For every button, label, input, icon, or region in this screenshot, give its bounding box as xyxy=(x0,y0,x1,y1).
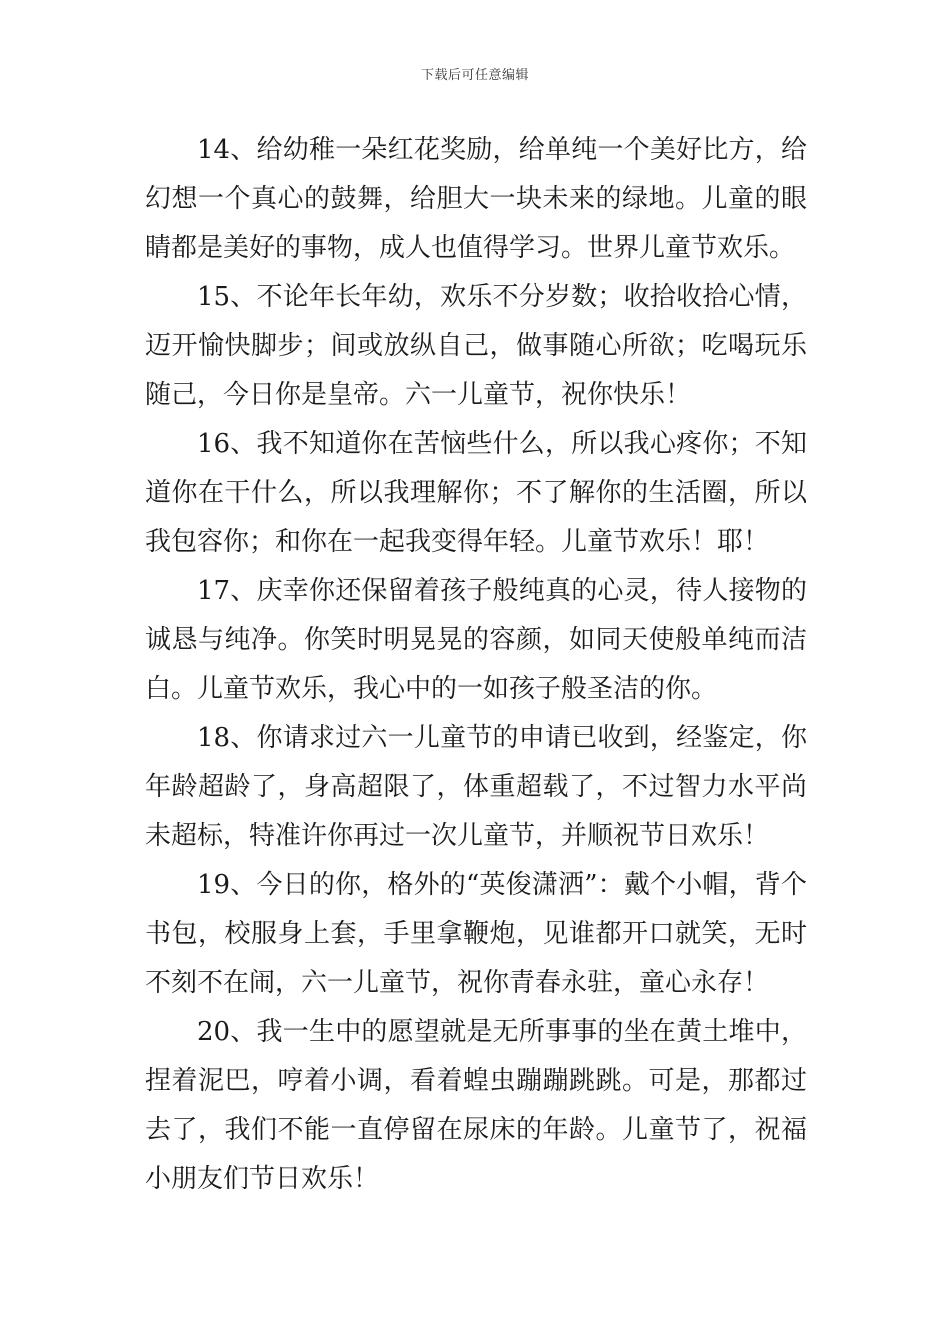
paragraph-15: 15、不论年长年幼，欢乐不分岁数；收拾收拾心情，迈开愉快脚步；间或放纵自己，做事随心所欲；吃喝玩乐随己，今日你是皇帝。六一儿童节，祝你快乐！ xyxy=(145,282,807,410)
paragraph-17: 17、庆幸你还保留着孩子般纯真的心灵，待人接物的诚恳与纯净。你笑时明晃晃的容颜，如同天使般单纯而洁白。儿童节欢乐，我心中的一如孩子般圣洁的你。 xyxy=(145,576,807,704)
paragraph-19: 19、今日的你，格外的“英俊潇洒”：戴个小帽，背个书包，校服身上套，手里拿鞭炮，见谁都开口就笑，无时不刻不在闹，六一儿童节，祝你青春永驻，童心永存！ xyxy=(145,870,807,998)
paragraph-20: 20、我一生中的愿望就是无所事事的坐在黄土堆中，捏着泥巴，哼着小调，看着蝗虫蹦蹦跳跳。可是，那都过去了，我们不能一直停留在尿床的年龄。儿童节了，祝福小朋友们节日欢乐！ xyxy=(145,1017,807,1194)
paragraph-18: 18、你请求过六一儿童节的申请已收到，经鉴定，你年龄超龄了，身高超限了，体重超载了，不过智力水平尚未超标，特准许你再过一次儿童节，并顺祝节日欢乐！ xyxy=(145,723,807,851)
page-header-note: 下载后可任意编辑 xyxy=(420,68,529,83)
document-body xyxy=(145,126,807,1204)
paragraph-16: 16、我不知道你在苦恼些什么，所以我心疼你；不知道你在干什么，所以我理解你；不了解你的生活圈，所以我包容你；和你在一起我变得年轻。儿童节欢乐！耶！ xyxy=(145,429,807,557)
paragraph-14: 14、给幼稚一朵红花奖励，给单纯一个美好比方，给幻想一个真心的鼓舞，给胆大一块未来的绿地。儿童的眼睛都是美好的事物，成人也值得学习。世界儿童节欢乐。 xyxy=(145,135,807,263)
